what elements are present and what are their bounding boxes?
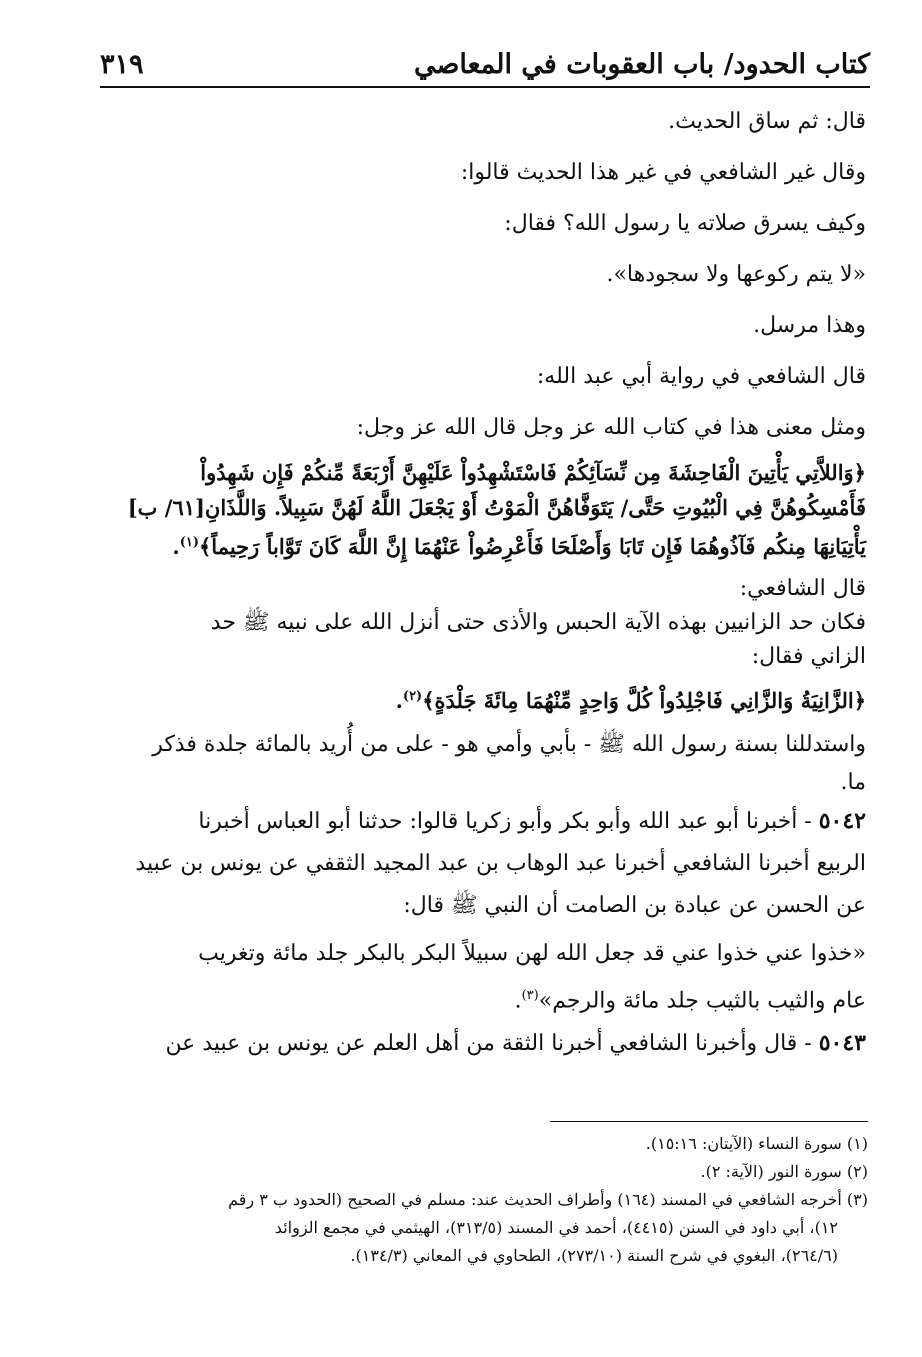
text-line: قال الشافعي: [739, 576, 866, 601]
hadith-text: - أخبرنا أبو عبد الله وأبو بكر وأبو زكريا قالوا: حدثنا أبو العباس أخبرنا [198, 809, 812, 834]
hadith-number: ٥٠٤٢ [818, 808, 866, 834]
footnote: (٣) أخرجه الشافعي في المسند (١٦٤) وأطراف الحديث عند: مسلم في الصحيح (الحدود ب ٣ رقم [228, 1190, 868, 1209]
hadith-line [102, 800, 866, 843]
running-title: كتاب الحدود/ باب العقوبات في المعاصي [413, 49, 870, 80]
text-line: عن الحسن عن عبادة بن الصامت أن النبي ﷺ قال: [403, 893, 866, 918]
text-line: ومثل معنى هذا في كتاب الله عز وجل قال الله عز وجل: [356, 415, 866, 440]
text-line: وهذا مرسل. [753, 313, 866, 338]
page-header [100, 36, 870, 88]
footnote-marker: (٣) [521, 988, 539, 1003]
quran-verse-text: ﴿الزَّانِيَةُ وَالزَّانِي فَاجْلِدُواْ كُلَّ وَاحِدٍ مِّنْهُمَا مِائَةَ جَلْدَةٍ﴾ [422, 688, 866, 713]
footnote-divider [550, 1121, 868, 1122]
hadith-text: عام والثيب بالثيب جلد مائة والرجم» [538, 988, 866, 1014]
text-line: وكيف يسرق صلاته يا رسول الله؟ فقال: [504, 211, 866, 236]
text-line: الربيع أخبرنا الشافعي أخبرنا عبد الوهاب بن عبد المجيد الثقفي عن يونس بن عبيد [135, 851, 866, 876]
quran-verse-line: يَأْتِيَانِهَا مِنكُم فَآذُوهُمَا فَإِن تَابَا وَأَصْلَحَا فَأَعْرِضُواْ عَنْهُمَا إِنَّ اللَّهَ كَانَ تَوَّاباً رَحِيماً﴾$^{(١)}$. [172, 534, 866, 559]
text-line: الزاني فقال: [751, 644, 866, 669]
footnote-marker: (٢) [402, 689, 423, 704]
quran-verse-text: يَأْتِيَانِهَا مِنكُم فَآذُوهُمَا فَإِن تَابَا وَأَصْلَحَا فَأَعْرِضُواْ عَنْهُمَا إِنَّ اللَّهَ كَانَ تَوَّاباً رَحِيماً﴾ [199, 534, 866, 559]
page-number: ٣١٩ [100, 49, 144, 80]
main-text [102, 96, 866, 1065]
footnote-continuation: ١٢)، أبي داود في السنن (٤٤١٥)، أحمد في المسند (٣١٣/٥)، الهيثمي في مجمع الزوائد [274, 1218, 838, 1237]
quran-verse-line: فَأَمْسِكُوهُنَّ فِي الْبُيُوتِ حَتَّى/ يَتَوَفَّاهُنَّ الْمَوْتُ أَوْ يَجْعَلَ اللَّهُ لَهُنَّ سَبِيلاً. وَاللَّذَانِ[٦١/ ب] [127, 495, 866, 520]
text-line: واستدللنا بسنة رسول الله ﷺ - بأبي وأمي هو - على من أُريد بالمائة جلدة فذكر [152, 732, 866, 757]
text-line: «لا يتم ركوعها ولا سجودها». [606, 262, 866, 287]
text-line: عام والثيب بالثيب جلد مائة والرجم»$^{(٣)}$. [514, 988, 866, 1014]
text-line: «خذوا عني خذوا عني قد جعل الله لهن سبيلاً البكر بالبكر جلد مائة وتغريب [198, 941, 866, 966]
text-line: وقال غير الشافعي في غير هذا الحديث قالوا: [460, 160, 866, 185]
hadith-text: - قال وأخبرنا الشافعي أخبرنا الثقة من أهل العلم عن يونس بن عبيد عن [165, 1031, 812, 1057]
footnotes [102, 1130, 868, 1270]
footnote-marker: (١) [179, 535, 199, 550]
text-line: فكان حد الزانيين بهذه الآية الحبس والأذى حتى أنزل الله على نبيه ﷺ حد [210, 610, 866, 635]
text-line: قال الشافعي في رواية أبي عبد الله: [536, 364, 866, 389]
footnote: (١) سورة النساء (الآيتان: ١٥:١٦). [645, 1134, 868, 1153]
quran-verse-line: ﴿الزَّانِيَةُ وَالزَّانِي فَاجْلِدُواْ كُلَّ وَاحِدٍ مِّنْهُمَا مِائَةَ جَلْدَةٍ﴾$^{(٢)}$. [395, 688, 866, 713]
hadith-line [102, 1022, 866, 1065]
footnote-continuation: (٢٦٤/٦)، البغوي في شرح السنة (٢٧٣/١٠)، الطحاوي في المعاني (١٣٤/٣). [350, 1246, 838, 1265]
text-line: قال: ثم ساق الحديث. [668, 109, 866, 134]
quran-verse-line: ﴿وَاللاَّتِي يَأْتِينَ الْفَاحِشَةَ مِن نِّسَآئِكُمْ فَاسْتَشْهِدُواْ عَلَيْهِنَّ أَرْبَعَةً مِّنكُمْ فَإِن شَهِدُواْ [200, 460, 866, 485]
hadith-number: ٥٠٤٣ [818, 1030, 866, 1057]
text-line: ما. [840, 770, 866, 795]
footnote: (٢) سورة النور (الآية: ٢). [700, 1162, 868, 1181]
